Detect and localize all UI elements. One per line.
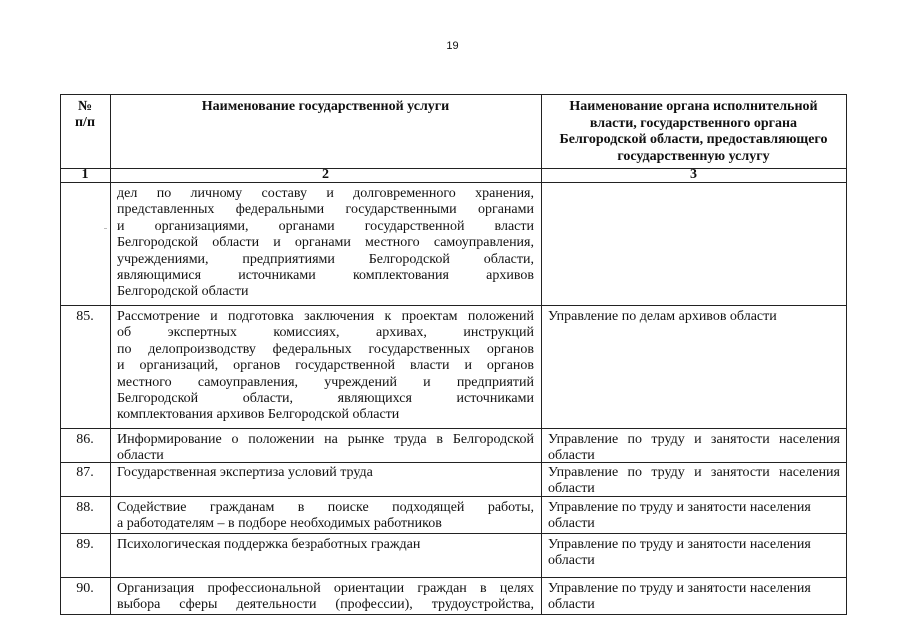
row-number: 89. [76, 537, 94, 552]
service-line: Белгородской области и органами местного самоуправления, [117, 235, 534, 251]
service-line: учреждениями, предприятиями Белгородской области, [117, 251, 534, 267]
header-service-label: Наименование государственной услуги [201, 99, 450, 114]
table-row-88-authority [548, 500, 840, 533]
service-line: местного самоуправления, учреждений и предприятий [117, 374, 534, 390]
header-line: власти, государственного органа [589, 115, 798, 131]
header-line: Белгородской области, предоставляющего [559, 132, 828, 148]
service-line: об экспертных комиссиях, архивах, инструкций [117, 325, 534, 341]
service-line: области [117, 448, 164, 464]
authority-line: Управление по труду и занятости населения [548, 465, 840, 480]
service-line: комплектования архивов Белгородской области [117, 407, 400, 423]
authority-line: Управление по труду и занятости населения [548, 581, 811, 596]
table-row-89-authority [548, 537, 840, 570]
service-line: выбора сферы деятельности (профессии), трудоустройства, [117, 597, 534, 613]
column-number: 3 [690, 167, 697, 182]
header-line: Наименование органа исполнительной [569, 99, 818, 114]
row-border [60, 533, 846, 534]
table-row-85-authority [548, 309, 840, 325]
column-number: 1 [81, 167, 89, 182]
table-row-86-service [117, 432, 534, 465]
table-row-continuation [117, 186, 534, 301]
table-row-85-service [117, 309, 534, 424]
table-row-87-service [117, 465, 534, 481]
page-number: 19 [446, 40, 459, 52]
authority-line: Управление по делам архивов области [548, 309, 777, 324]
authority-line: области [548, 553, 595, 569]
service-line: а работодателям – в подборе необходимых работников [117, 516, 442, 532]
service-line: Белгородской области [117, 284, 249, 300]
service-line: представленных федеральными государственными органами [117, 202, 534, 218]
service-line: дел по личному составу и долговременного хранения, [117, 186, 534, 201]
authority-line: Управление по труду и занятости населения [548, 537, 811, 552]
row-border [60, 577, 846, 578]
service-line: по делопроизводству федеральных государственных органов [117, 341, 534, 357]
table-row-90-service [117, 581, 534, 614]
service-line: Психологическая поддержка безработных граждан [117, 537, 421, 552]
table-right-border [846, 94, 847, 615]
service-line: Содействие гражданам в поиске подходящей работы, [117, 500, 534, 515]
authority-line: области [548, 448, 595, 464]
authority-line: Управление по труду и занятости населения [548, 432, 840, 447]
header-line: государственную услугу [617, 148, 770, 164]
row-number: 87. [76, 465, 94, 480]
service-line: являющимися источниками комплектования архивов [117, 268, 534, 284]
header-line: п/п [74, 115, 96, 131]
authority-line: области [548, 516, 595, 532]
table-row-88-service [117, 500, 534, 533]
table-bottom-border [60, 614, 846, 615]
table-row-86-authority [548, 432, 840, 465]
authority-line: области [548, 597, 595, 613]
row-border [60, 305, 846, 306]
service-line: Государственная экспертиза условий труда [117, 465, 373, 480]
table-row-89-service [117, 537, 534, 553]
row-border [60, 428, 846, 429]
row-number: 85. [76, 309, 94, 324]
row-number: 88. [76, 500, 94, 515]
authority-line: Управление по труду и занятости населения [548, 500, 811, 515]
row-number: 90. [76, 581, 94, 596]
header-authority-label [541, 99, 846, 165]
header-line: № [77, 99, 93, 114]
service-line: Рассмотрение и подготовка заключения к проектам положений [117, 309, 534, 324]
service-line: Белгородской области, являющихся источниками [117, 391, 534, 407]
row-number: 86. [76, 432, 94, 447]
scan-artifact [104, 228, 107, 229]
authority-line: области [548, 481, 595, 497]
table-row-90-authority [548, 581, 840, 614]
header-number-label [60, 99, 110, 132]
service-line: Информирование о положении на рынке труда в Белгородской [117, 432, 534, 447]
service-line: Организация профессиональной ориентации граждан в целях [117, 581, 534, 596]
table-row-87-authority [548, 465, 840, 498]
table-top-border [60, 94, 846, 95]
service-line: и организациями, органами государственной власти [117, 218, 534, 234]
column-number: 2 [322, 167, 329, 182]
service-line: и организаций, органов государственной власти и органов [117, 358, 534, 374]
